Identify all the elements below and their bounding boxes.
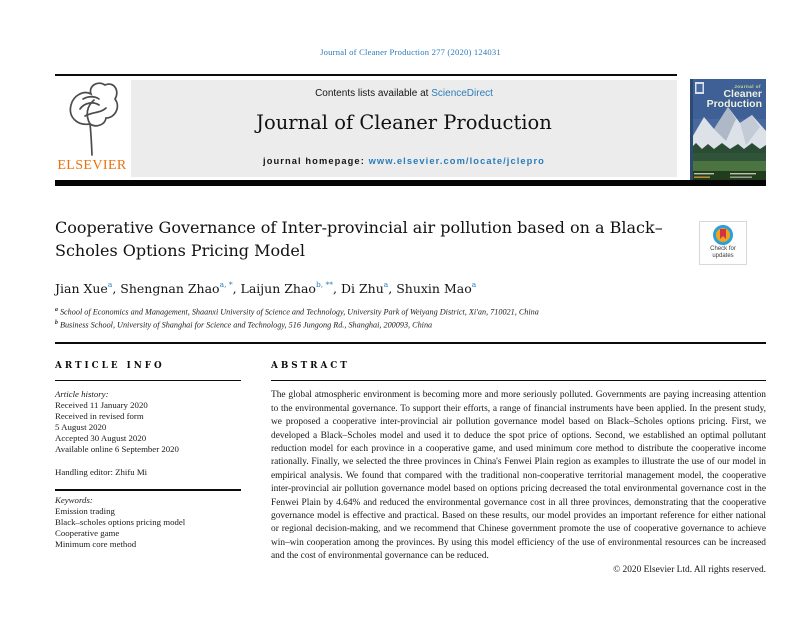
article-info-column [55, 361, 241, 550]
article-history-line: Available online 6 September 2020 [55, 444, 179, 455]
affiliation-line: $^b$ Business School, University of Shanghai for Science and Technology, 516 Jungong Rd., Shanghai, 200093, China [55, 319, 433, 330]
journal-citation-line: Journal of Cleaner Production 277 (2020) 124031 [320, 47, 501, 57]
homepage-line [131, 156, 677, 166]
article-info-rule [55, 380, 241, 381]
journal-banner [131, 80, 677, 177]
keyword-item: Minimum core method [55, 538, 137, 549]
keyword-item: Cooperative game [55, 527, 120, 538]
affiliation-line: $^a$ School of Economics and Management, Shaanxi University of Science and Technology, University Park of Weiyang District, Xi'an, 710021, China [55, 307, 539, 317]
contents-line-prefix: Contents lists available at [315, 88, 432, 99]
article-history-line: Accepted 30 August 2020 [55, 433, 147, 444]
section-divider [55, 342, 766, 344]
cover-title-line1: Cleaner [723, 88, 762, 100]
keywords-rule [55, 489, 241, 490]
abstract-rule [271, 380, 766, 381]
journal-title: Journal of Cleaner Production [256, 111, 552, 134]
check-updates-badge[interactable] [699, 221, 747, 265]
ribbon-icon [720, 229, 726, 239]
author: Laijun Zhao$^{b, **}$, [240, 280, 341, 297]
abstract-column [271, 361, 766, 575]
keywords-label: Keywords: [55, 494, 93, 505]
keyword-item: Emission trading [55, 505, 115, 516]
cover-title-line2: Production [706, 98, 762, 110]
elsevier-wordmark: ELSEVIER [57, 158, 127, 173]
author: Di Zhu$^a$, [341, 280, 397, 297]
journal-cover-thumbnail [690, 79, 766, 180]
keywords-block [55, 495, 241, 550]
article-info-header: ARTICLE INFO [55, 361, 165, 371]
homepage-link[interactable]: www.elsevier.com/locate/jclepro [368, 156, 545, 166]
crossmark-icon [713, 225, 733, 245]
keyword-item: Black–scholes options pricing model [55, 516, 186, 527]
authors-line [55, 281, 476, 296]
author-affiliation-sup: a [471, 280, 477, 289]
homepage-label: journal homepage: [263, 156, 369, 166]
elsevier-tree-icon [63, 79, 121, 157]
sciencedirect-link[interactable]: ScienceDirect [431, 88, 493, 99]
author: Jian Xue$^a$, [55, 280, 121, 297]
badge-text-line1: Check for [710, 246, 736, 252]
badge-text-line2: updates [712, 252, 734, 259]
cover-kicker: Journal of [734, 84, 761, 89]
contents-line [131, 88, 677, 99]
article-history-line: 5 August 2020 [55, 422, 107, 433]
header-top-rule [55, 74, 677, 76]
author-affiliation-sup: a [383, 280, 389, 289]
elsevier-logo-block [55, 79, 129, 178]
article-title: Cooperative Governance of Inter-provincial air pollution based on a Black–Scholes Options Pricing Model [55, 218, 663, 260]
header-bottom-bar [55, 180, 766, 186]
article-history-label: Article history: [55, 389, 109, 400]
author: Shuxin Mao$^a$ [396, 280, 477, 297]
affiliations-block [55, 305, 539, 330]
article-history-block [55, 389, 241, 455]
author-affiliation-sup: a [107, 280, 113, 289]
copyright-line: © 2020 Elsevier Ltd. All rights reserved. [613, 564, 766, 575]
article-history-line: Received in revised form [55, 411, 144, 422]
author-affiliation-sup: b, ** [315, 280, 334, 289]
abstract-text: The global atmospheric environment is becoming more and more seriously polluted. Governments are paying increasing attention to the environmental governance. To support their efforts, a range of financial instruments have been applied. In the present study, we proposed a cooperative inter-provincial air pollution governance model based on Black–Scholes options pricing. First, we developed a Black–Scholes model and used it to deduce the spot price of options. Second, we established an optimal pollutant reduction model for each province in a cooperative game, and used minimum core method to distribute the cooperative income rationally. Finally, we selected the three provinces in China's Fenwei Plain region as examples to illustrate the use of our model in empirical analysis. We found that compared with the traditional non-cooperative territorial management model, the cooperative inter-provincial air pollution governance model based on options pricing decreased the total environmental governance cost in the Fenwei Plain by 4.64% and reduced the environmental governance cost in all three provinces, demonstrating that the cooperative governance model is effective and practical. Based on these results, our model provides an important reference for either national or regional decision-making, and we recommend that Chinese government promote the use of cooperative governance to achieve win–win cooperation among the provinces. By using this model efficiency of the use of environmental resources can be increased and the cost of environmental governance can be reduced. [271, 390, 766, 562]
author: Shengnan Zhao$^{a, *}$, [120, 280, 241, 297]
author-affiliation-sup: a, * [219, 280, 233, 289]
handling-editor-line: Handling editor: Zhifu Mi [55, 467, 148, 478]
article-history-line: Received 11 January 2020 [55, 400, 148, 411]
abstract-header: ABSTRACT [271, 361, 350, 371]
